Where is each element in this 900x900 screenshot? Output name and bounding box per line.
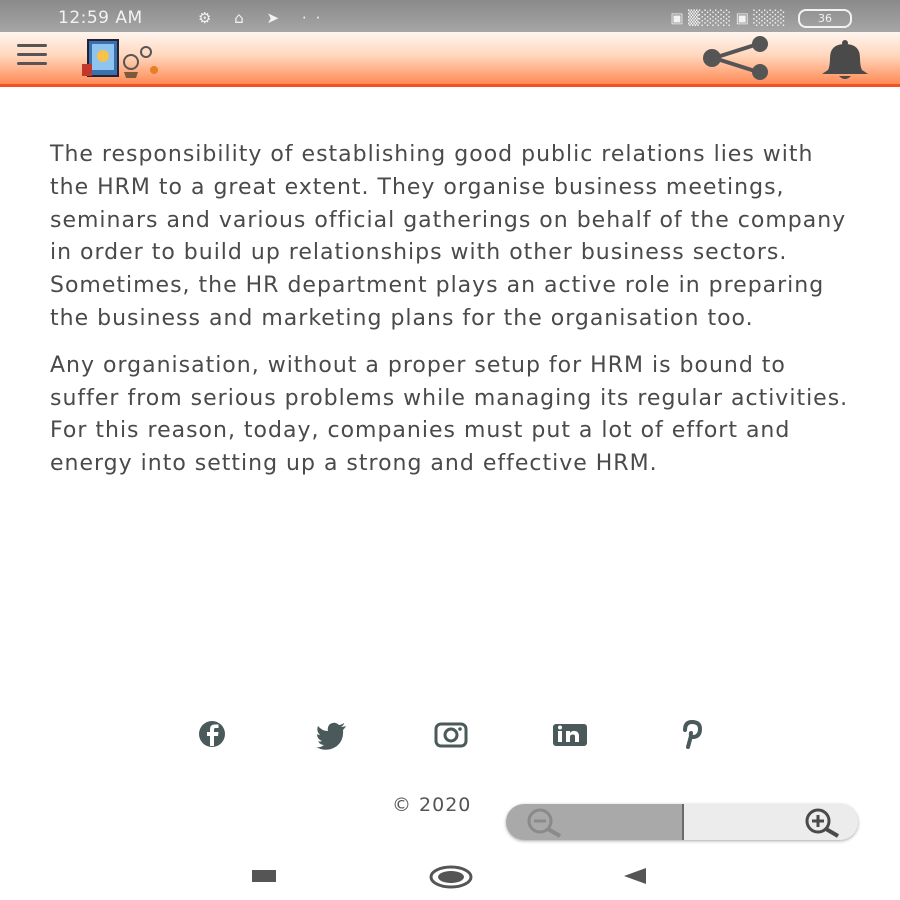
app-bar	[0, 32, 900, 87]
app-logo[interactable]	[76, 34, 166, 80]
recent-apps-icon[interactable]	[250, 864, 278, 888]
hamburger-menu-icon[interactable]	[17, 44, 47, 70]
article-paragraph: Any organisation, without a proper setup for HRM is bound to suffer from serious problems while managing its regular activities. For this reason, today, companies must put a lot of effort and energy into setting up a strong and effective HRM.	[50, 352, 849, 477]
share-icon[interactable]	[696, 36, 776, 80]
system-nav-bar	[0, 852, 900, 900]
pinterest-icon[interactable]	[671, 716, 707, 752]
status-time: 12:59 AM	[58, 8, 143, 28]
instagram-icon[interactable]	[433, 716, 469, 752]
article-content	[50, 139, 850, 495]
signal-strength-icon: ▣ ▒░░░ ▣ ░░░	[670, 10, 786, 27]
copyright-text: © 2020	[392, 794, 472, 816]
article-paragraph: The responsibility of establishing good public relations lies with the HRM to a great extent. They organise business meetings, seminars and various official gatherings on behalf of the company in order to build up relationships with other business sectors. Sometimes, the HR department plays an active role in preparing the business and marketing plans for the organisation too.	[50, 142, 847, 331]
zoom-control	[506, 804, 858, 840]
notification-bell-icon[interactable]	[814, 38, 876, 82]
status-bar	[0, 0, 900, 36]
home-icon[interactable]	[428, 864, 474, 890]
battery-icon: 36	[798, 9, 852, 28]
zoom-in-button[interactable]	[684, 804, 858, 840]
signal-icons	[670, 9, 852, 28]
social-links	[0, 716, 900, 756]
zoom-in-icon	[792, 806, 852, 838]
facebook-icon[interactable]	[194, 716, 230, 752]
twitter-icon[interactable]	[314, 716, 350, 752]
zoom-out-icon	[520, 806, 572, 838]
back-icon[interactable]	[620, 864, 650, 888]
linkedin-icon[interactable]	[552, 716, 588, 752]
zoom-out-button[interactable]	[506, 804, 682, 840]
notification-icons: ⚙ ⌂ ➤ ··	[198, 9, 330, 27]
